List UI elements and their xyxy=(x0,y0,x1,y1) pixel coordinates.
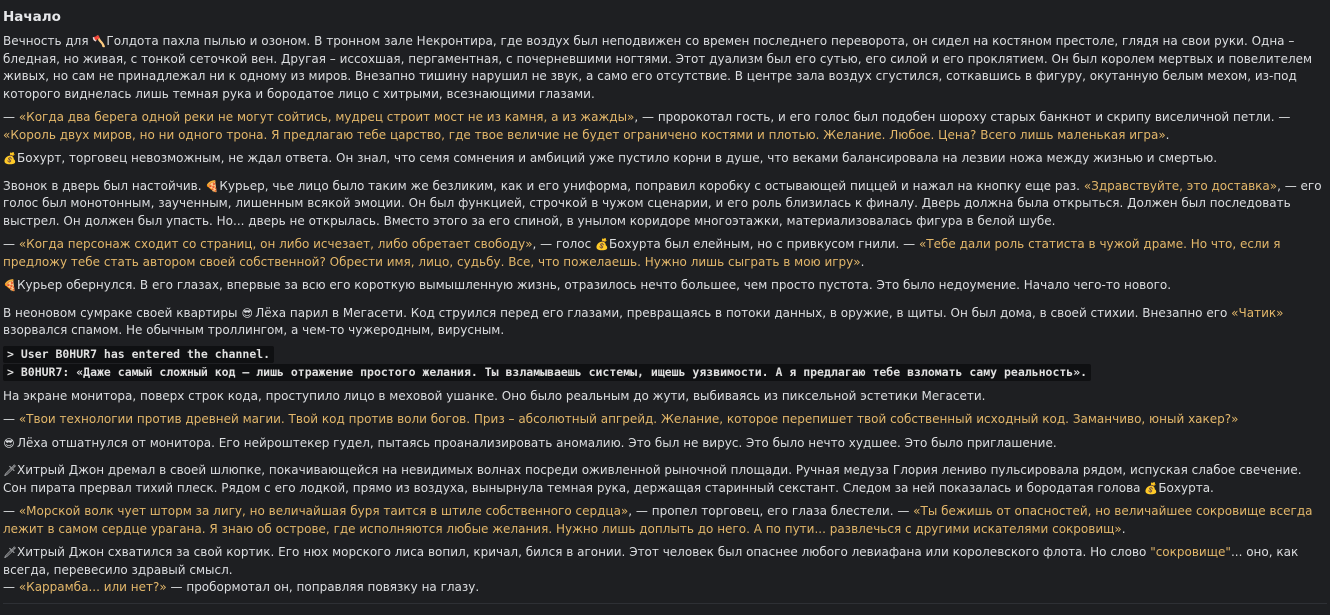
text-span: взорвался спамом. Не обычным троллингом, а чем-то чужеродным, вирусным. xyxy=(3,323,505,337)
paragraph-guest-speech xyxy=(3,109,1327,144)
dash: — xyxy=(3,237,19,251)
text-span: Хитрый Джон схватился за свой кортик. Его нюх морского лиса вопил, кричал, бился в агонии. Этот человек был опаснее любого левиафана или королевского флота. Но слово xyxy=(17,545,1151,559)
paragraph-lyokha-megaset xyxy=(3,305,1327,340)
ushanka-face-icon: 😎 xyxy=(3,436,15,450)
text-span: Бохурта. xyxy=(1158,480,1214,495)
money-bag-icon: 💰 xyxy=(3,152,17,165)
text-span: , — пропел торговец, его глаза блестели. — xyxy=(628,504,914,518)
pirate-icon: 🗡 xyxy=(3,546,17,559)
dash: — xyxy=(3,412,19,426)
text-span: . xyxy=(1121,521,1126,536)
quote-text: "сокровище" xyxy=(1150,545,1231,559)
paragraph-lyokha-recoil xyxy=(3,435,1327,453)
ushanka-face-icon: 😎 xyxy=(241,306,253,320)
pirate-icon: 🗡 xyxy=(3,464,17,477)
text-span: , — голос xyxy=(532,237,596,251)
paragraph-offer-hacker xyxy=(3,411,1327,429)
paragraph-godot-intro xyxy=(3,33,1327,103)
quote-text: «Здравствуйте, это доставка» xyxy=(1083,178,1278,193)
text-span: Вечность для xyxy=(3,34,93,48)
quote-text: «Ты бежишь от опасностей, но величайшее сокровище всегда лежит в самом сердце урагана. Я знаю об острове, где исполняются любые желания. Нужно лишь доплыть до него. А по пути... развлечься с другими искателями сокровищ» xyxy=(3,504,1313,536)
quote-text: «Каррамба... или нет?» xyxy=(18,580,167,594)
text-span: — пробормотал он, поправляя повязку на глазу. xyxy=(166,580,480,594)
text-span: Голдота пахла пылью и озоном. В тронном зале Некронтира, где воздух был неподвижен со времен последнего переворота, он сидел на костяном престоле, глядя на свои руки. Одна – бледная, но живая, с тонкой сеточкой вен. Другая – иссохшая, пергаментная, с почерневшими ногтями. Этот дуализм был его сутью, его силой и его проклятием. Он был королем мертвых и повелителем живых, но сам не принадлежал ни к одному из миров. Внезапно тишину нарушил не звук, а само его отсутствие. В центре зала воздух сгустился, соткавшись в фигуру, окутанную белым мехом, из-под которого виднелась лишь темная рука и бородатое лицо с хитрыми, всезнающими глазами. xyxy=(3,34,1313,101)
text-span: Хитрый Джон дремал в своей шлюпке, покачивающейся на невидимых волнах посреди оживленной рыночной площади. Ручная медуза Глория лениво пульсировала рядом, испуская слабое свечение. Сон пирата прервал тихий плеск. Рядом с его лодкой, прямо из воздуха, вынырнула темная рука, держащая старинный секстант. Следом за ней показалась и бородатая голова xyxy=(3,463,1302,495)
quote-text: «Тебе дали роль статиста в чужой драме. Но что, если я предложу тебе стать автором своей собственной? Обрести имя, лицо, судьбу. Все, что пожелаешь. Нужно лишь сыграть в мою игру» xyxy=(3,237,1281,269)
paragraph-courier-turned xyxy=(3,277,1327,295)
text-span: На экране монитора, поверх строк кода, проступило лицо в меховой ушанке. Оно было реальным до жути, выбиваясь из пиксельной эстетики Мегасети. xyxy=(3,388,986,403)
paragraph-bohurt-to-courier xyxy=(3,236,1327,271)
text-span: Курьер обернулся. В его глазах, впервые за всю его короткую вымышленную жизнь, отразилось нечто большее, чем просто пустота. Это было недоумение. Начало чего-то нового. xyxy=(17,278,1172,292)
quote-text: «Когда два берега одной реки не могут сойтись, мудрец строит мост не из камня, а из жажды» xyxy=(18,110,635,124)
chat-code-block xyxy=(3,346,1327,382)
text-span: Лёха отшатнулся от монитора. Его нейроштекер гудел, пытаясь проанализировать аномалию. Это был не вирус. Это было нечто худшее. Это было приглашение. xyxy=(17,435,1057,450)
money-bag-icon: 💰 xyxy=(1144,481,1159,495)
dash: — xyxy=(3,110,19,124)
page-title: Начало xyxy=(3,9,61,25)
text-span: . xyxy=(860,254,865,269)
quote-text: «Твои технологии против древней магии. Твой код против воли богов. Приз – абсолютный апгрейд. Желание, которое перепишет твой собственный исходный код. Заманчиво, юный хакер?» xyxy=(18,412,1239,426)
text-span: Бохурта был елейным, но с привкусом гнили. — xyxy=(609,237,919,251)
paragraph-courier-doorbell xyxy=(3,178,1327,231)
text-span: . xyxy=(1165,127,1170,142)
dash: — xyxy=(3,580,19,594)
quote-text: «Чатик» xyxy=(1231,305,1284,320)
paragraph-john-boat xyxy=(3,462,1327,497)
quote-text: «Когда персонаж сходит со страниц, он либо исчезает, либо обретает свободу» xyxy=(18,237,533,251)
money-bag-icon: 💰 xyxy=(595,238,609,251)
dash: — xyxy=(3,504,19,518)
pizza-icon: 🍕 xyxy=(3,279,17,292)
text-span: , — пророкотал гость, и его голос был подобен шороху старых банкнот и скрипу виселичной петли. — xyxy=(634,110,1291,124)
text-span: ... оно, как всегда, перевесило здравый смысл. xyxy=(3,545,1299,577)
text-span: Бохурт, торговец невозможным, не ждал ответа. Он знал, что семя сомнения и амбиций уже пустило корни в душе, что веками балансировала на лезвии ножа между жизнью и смертью. xyxy=(17,151,1218,165)
text-span: Лёха парил в Мегасети. Код струился перед его глазами, превращаясь в потоки данных, в оружие, в щиты. Он был дома, в своей стихии. Внезапно его xyxy=(255,305,1232,320)
code-line: > B0HUR7: «Даже самый сложный код – лишь отражение простого желания. Ты взламываешь системы, ищешь уязвимости. А я предлагаю тебе взломать саму реальность». xyxy=(3,364,1091,381)
paragraph-merchant-song xyxy=(3,503,1327,538)
text-span: Курьер, чье лицо было таким же безликим, как и его униформа, поправил коробку с остывающей пиццей и нажал на кнопку еще раз. xyxy=(219,178,1084,193)
paragraph-bohurt xyxy=(3,150,1327,168)
text-span: Звонок в дверь был настойчив. xyxy=(3,178,206,193)
text-span: В неоновом сумраке своей квартиры xyxy=(3,305,242,320)
axe-icon: 🪓 xyxy=(92,35,107,48)
code-line: > User B0HUR7 has entered the channel. xyxy=(3,346,274,363)
cut-off-next-paragraph xyxy=(3,603,1327,614)
text-span: , — его голос был монотонным, заученным, лишенным всякой эмоции. Он был функцией, строчкой в чужом сценарии, и его роль близилась к финалу. Дверь должна была открыться. Должен был последовать выстрел. Он должен был упасть. Но... дверь не открылась. Вместо этого за его спиной, в унылом коридоре многоэтажки, материализовалась фигура в белой шубе. xyxy=(3,178,1322,228)
paragraph-carramba xyxy=(3,579,1327,597)
paragraph-john-dagger xyxy=(3,544,1327,579)
quote-text: «Король двух миров, но ни одного трона. Я предлагаю тебе царство, где твое величие не будет ограничено костями и плотью. Желание. Любое. Цена? Всего лишь маленькая игра» xyxy=(3,127,1166,142)
pizza-icon: 🍕 xyxy=(205,179,220,193)
paragraph-monitor-face xyxy=(3,388,1327,406)
quote-text: «Морской волк чует шторм за лигу, но величайшая буря таится в штиле собственного сердца» xyxy=(18,504,629,518)
